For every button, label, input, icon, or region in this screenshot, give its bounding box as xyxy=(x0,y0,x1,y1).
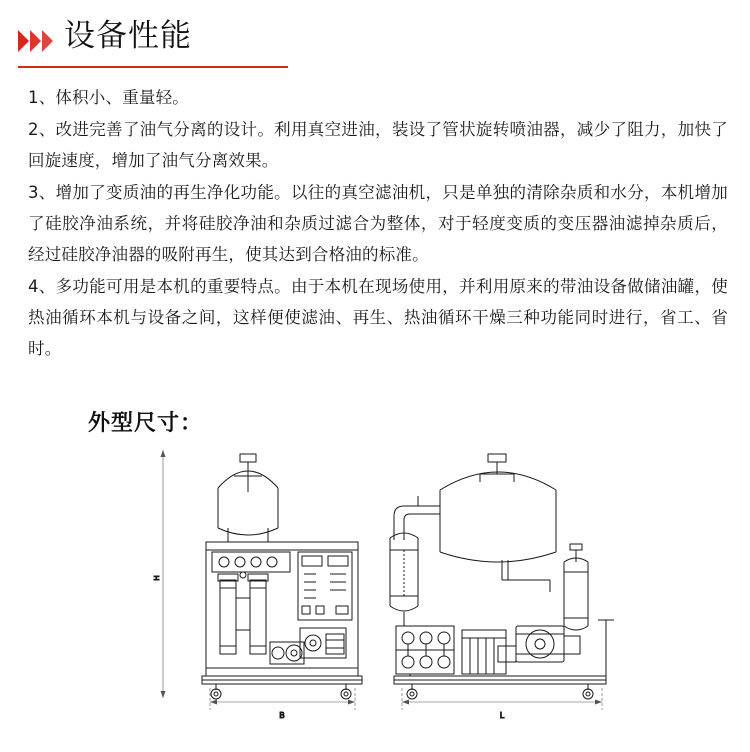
paragraph-3: 3、增加了变质油的再生净化功能。以往的真空滤油机，只是单独的清除杂质和水分，本机增加了硅胶净油系统，并将硅胶净油和杂质过滤合为整体，对于轻度变质的变压器油滤掉杂质后，经过硅胶净油器的吸附再生，使其达到合格油的标准。 xyxy=(28,183,728,264)
svg-text:L: L xyxy=(499,711,505,720)
dimensions-title: 外型尺寸： xyxy=(88,411,204,436)
performance-description xyxy=(28,82,728,365)
paragraph-1: 1、体积小、重量轻。 xyxy=(28,88,189,107)
section-header xyxy=(18,14,730,70)
double-chevron-right-icon xyxy=(18,30,53,52)
header-underline xyxy=(18,66,288,68)
svg-text:H: H xyxy=(153,575,161,581)
paragraph-2: 2、改进完善了油气分离的设计。利用真空进油，装设了管状旋转喷油器，减少了阻力，加快了回旋速度，增加了油气分离效果。 xyxy=(28,120,728,170)
paragraph-4: 4、多功能可用是本机的重要特点。由于本机在现场使用，并利用原来的带油设备做储油罐，使热油循环本机与设备之间，这样便使滤油、再生、热油循环干燥三种功能同时进行，省工、省时。 xyxy=(28,277,728,358)
svg-text:B: B xyxy=(279,711,285,720)
equipment-technical-drawing xyxy=(150,430,670,740)
page-title: 设备性能 xyxy=(64,18,192,54)
